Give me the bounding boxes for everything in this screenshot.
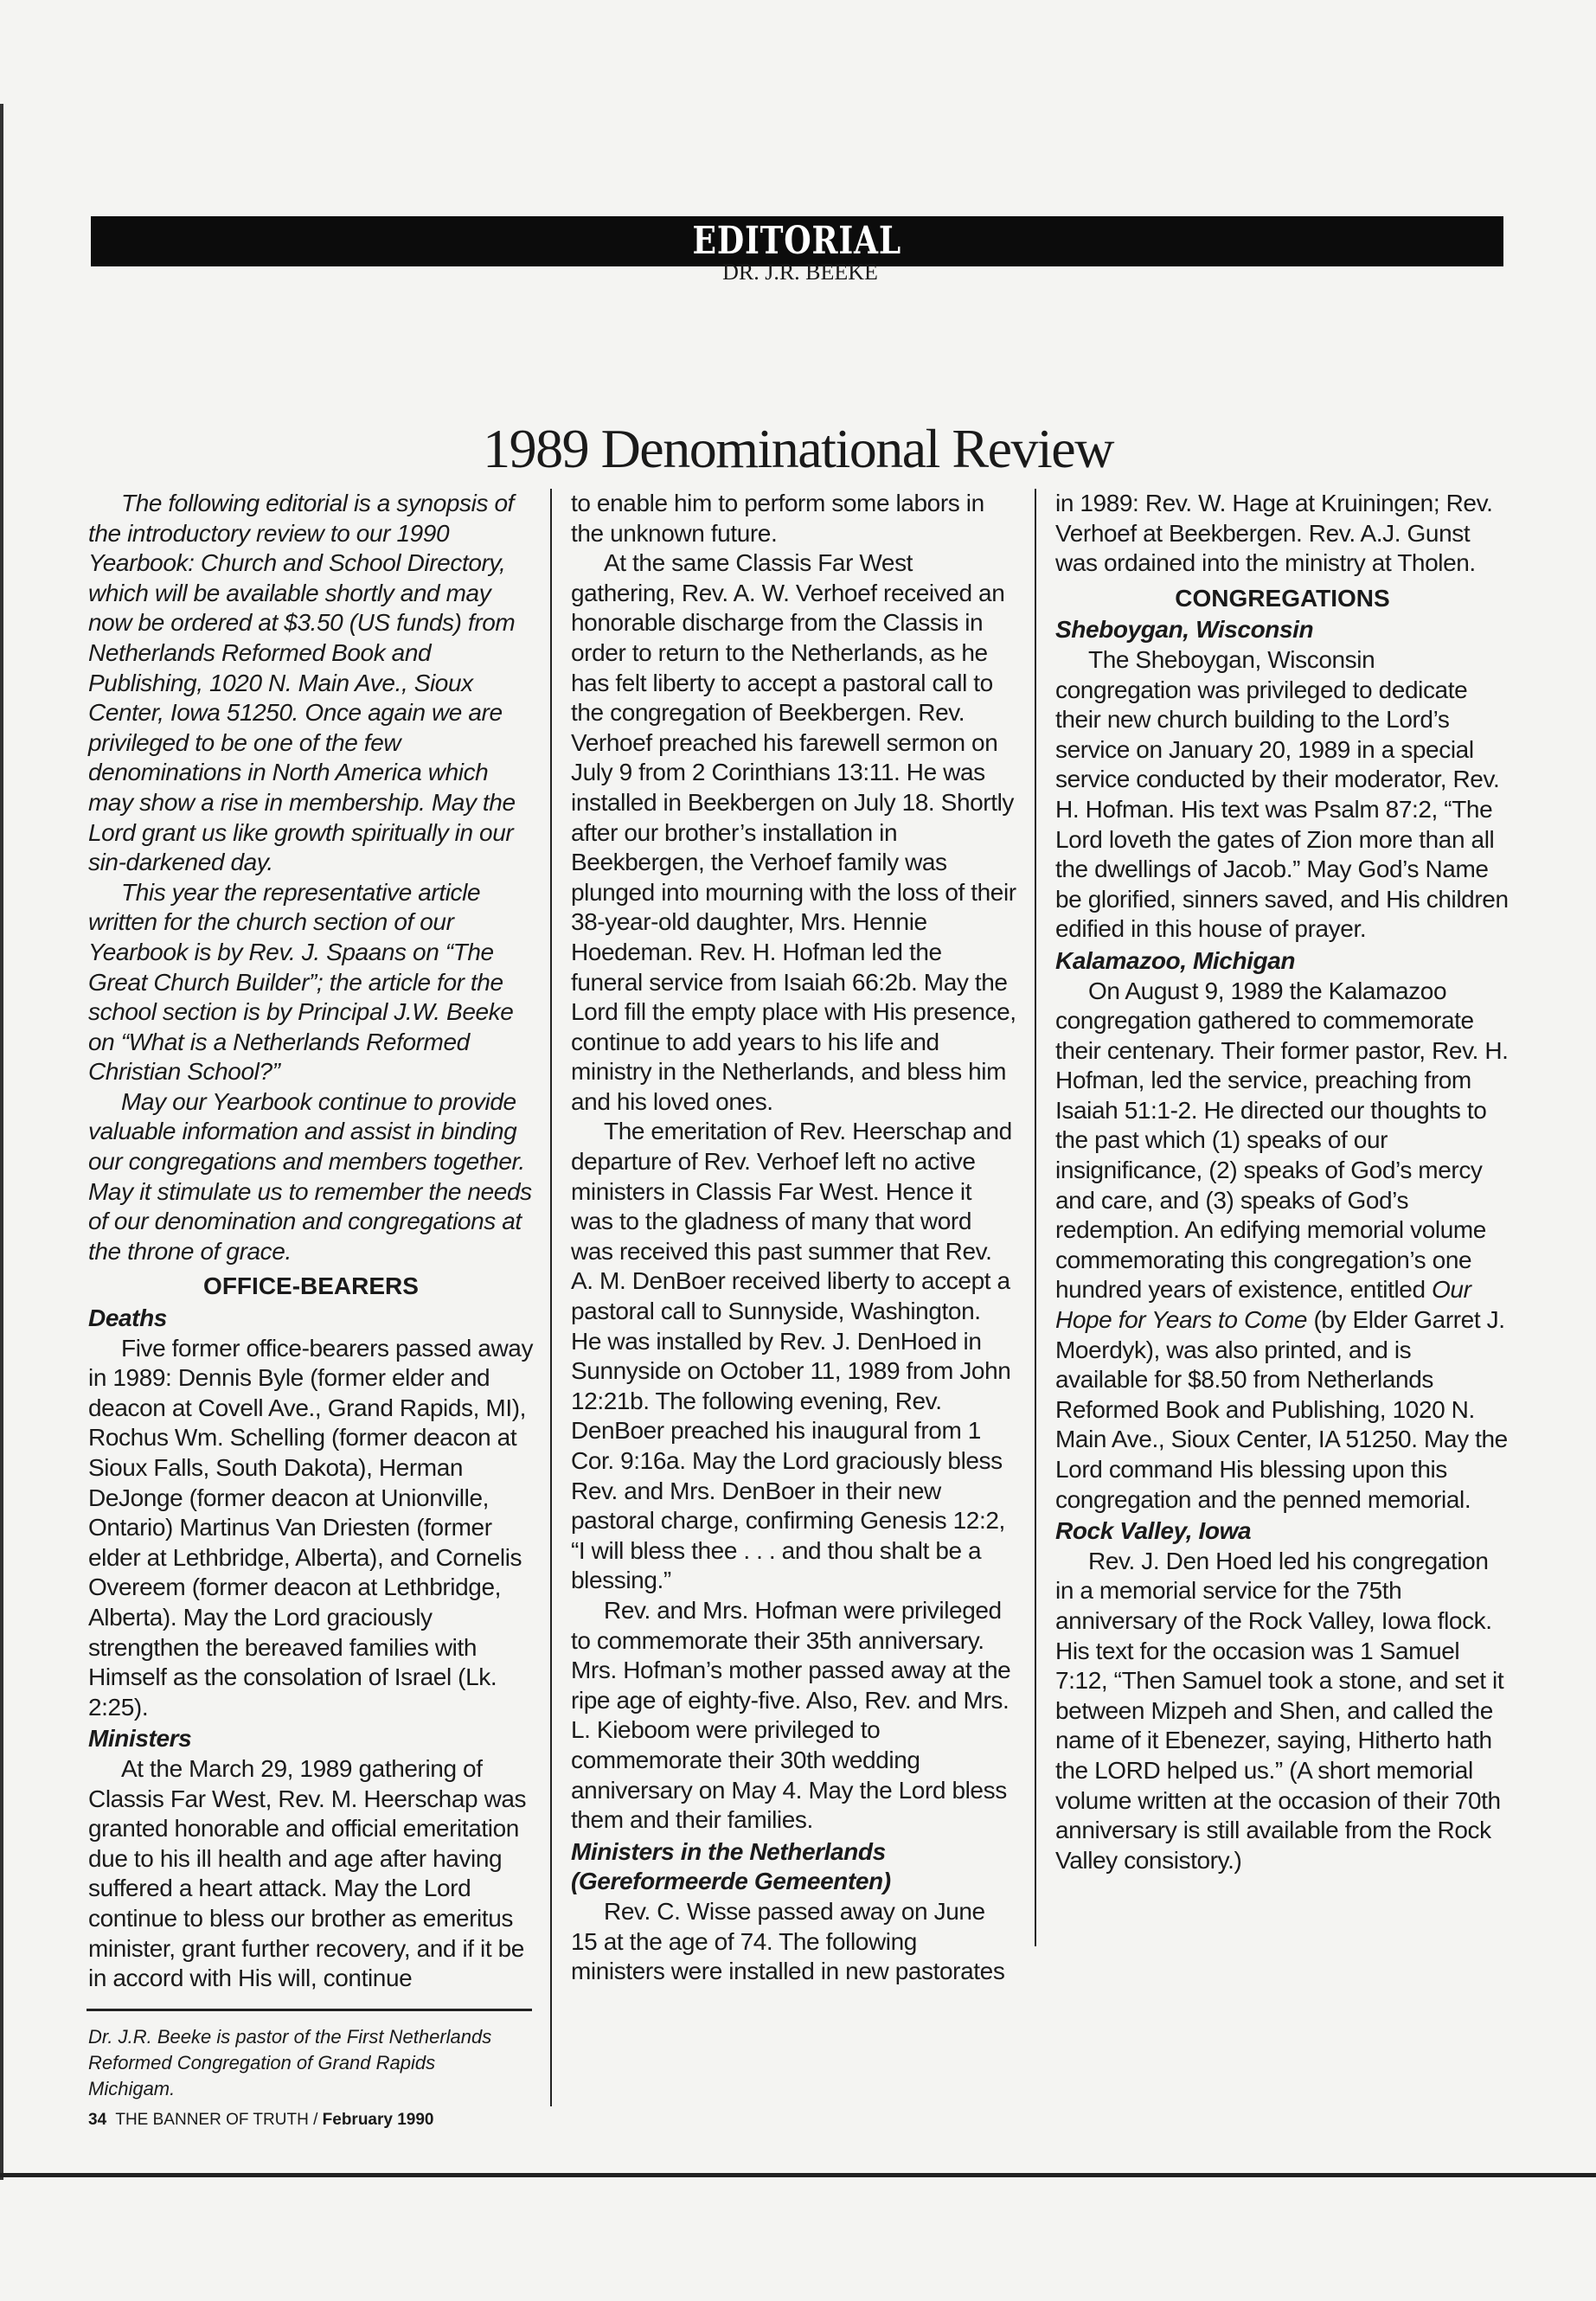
paragraph: At the same Classis Far West gathering, Rev. A. W. Verhoef received an honorable discharge from the Classis in order to return to the Netherlands, as he has felt liberty to accept a pastoral call to the congregation of Beekbergen. Rev. Verhoef preached his farewell sermon on July 9 from 2 Corinthians 13:11. He was installed in Beekbergen on July 18. Shortly after our brother’s installation in Beekbergen, the Verhoef family was plunged into mourning with the loss of their 38-year-old daughter, Mrs. Hennie Hoedeman. Rev. H. Hofman led the funeral service from Isaiah 66:2b. May the Lord fill the empty place with His presence, continue to add years to his life and ministry in the Netherlands, and bless him and his loved ones.: [571, 549, 1016, 1115]
subheading: Deaths: [88, 1304, 167, 1332]
subheading: Ministers in the Netherlands (Gereformeerde Gemeenten): [571, 1837, 891, 1895]
book-title: Our Hope for Years to Come: [1055, 1276, 1471, 1334]
paragraph: Rev. and Mrs. Hofman were privileged to commemorate their 35th anniversary. Mrs. Hofman’s mother passed away at the ripe age of eighty-five. Also, Rev. and Mrs. L. Kieboom were privileged to commemorate their 30th wedding anniversary on May 4. May the Lord bless them and their families.: [571, 1596, 1011, 1834]
intro-paragraph: This year the representative article written for the church section of our Yearbook is by Rev. J. Spaans on “The Great Church Builder”; the article for the school section is by Principal J.W. Beeke on “What is a Netherlands Reformed Christian School?”: [88, 878, 514, 1086]
paragraph: Rev. J. Den Hoed led his congregation in a memorial service for the 75th anniversary of the Rock Valley, Iowa flock. His text for the occasion was 1 Samuel 7:12, “Then Samuel took a stone, and set it between Mizpeh and Shen, and called the name of it Ebenezer, saying, Hitherto hath the LORD helped us.” (A short memorial volume written at the occasion of their 70th anniversary is still available from the Rock Valley consistory.): [1055, 1547, 1504, 1874]
paragraph: to enable him to perform some labors in the unknown future.: [571, 490, 984, 547]
author-name: DR. J.R. BEEKE: [722, 260, 878, 285]
subheading: Sheboygan, Wisconsin: [1055, 616, 1314, 644]
paragraph: Five former office-bearers passed away in 1989: Dennis Byle (former elder and deacon at Covell Ave., Grand Rapids, MI), Rochus Wm. Schelling (former deacon at Sioux Falls, South Dakota), Herman DeJonge (former deacon at Unionville, Ontario) Martinus Van Driesten (former elder at Lethbridge, Alberta), and Cornelis Overeem (former deacon at Lethbridge, Alberta). May the Lord graciously strengthen the bereaved families with Himself as the consolation of Israel (Lk. 2:25).: [88, 1334, 534, 1721]
column-divider: [550, 489, 552, 2106]
column-1: [88, 489, 534, 1994]
paragraph: The Sheboygan, Wisconsin congregation was privileged to dedicate their new church building to the Lord’s service on January 20, 1989 in a special service conducted by their moderator, Rev. H. Hofman. His text was Psalm 87:2, “The Lord loveth the gates of Zion more than all the dwellings of Jacob.” May God’s Name be glorified, sinners saved, and His children edified in this house of prayer.: [1055, 645, 1509, 943]
article-title: 1989 Denominational Review: [483, 418, 1113, 479]
paragraph: in 1989: Rev. W. Hage at Kruiningen; Rev. Verhoef at Beekbergen. Rev. A.J. Gunst was ordained into the ministry at Tholen.: [1055, 490, 1493, 577]
author-footnote: Dr. J.R. Beeke is pastor of the First Netherlands Reformed Congregation of Grand Rapids Michigam.: [88, 2026, 492, 2099]
column-3: [1055, 489, 1509, 1875]
subheading: Kalamazoo, Michigan: [1055, 946, 1296, 974]
footnote-rule: [87, 2009, 532, 2011]
paragraph: Rev. C. Wisse passed away on June 15 at the age of 74. The following ministers were installed in new pastorates: [571, 1897, 1005, 1985]
paragraph: At the March 29, 1989 gathering of Classis Far West, Rev. M. Heerschap was granted honorable and official emeritation due to his ill health and age after having suffered a heart attack. May the Lord continue to bless our brother as emeritus minister, grant further recovery, and if it be in accord with His will, continue: [88, 1754, 527, 1992]
subheading: Ministers: [88, 1725, 192, 1753]
column-2: [571, 489, 1016, 1987]
scan-bottom-edge: [0, 2173, 1596, 2177]
page-footer: [88, 2111, 434, 2130]
issue-date: February 1990: [322, 2111, 434, 2129]
subheading: Rock Valley, Iowa: [1055, 1517, 1252, 1545]
intro-paragraph: The following editorial is a synopsis of the introductory review to our 1990 Yearbook: Church and School Directory, which will be available shortly and may now be ordered at $3.50 (US funds) from Netherlands Reformed Book and Publishing, 1020 N. Main Ave., Sioux Center, Iowa 51250. Once again we are privileged to be one of the few denominations in North America which may show a rise in membership. May the Lord grant us like growth spiritually in our sin-darkened day.: [88, 490, 516, 876]
scan-edge: [0, 104, 3, 2180]
column-divider: [1035, 489, 1036, 1946]
page-number: 34: [88, 2111, 107, 2129]
byline: [0, 260, 1596, 285]
section-label: EDITORIAL: [692, 219, 902, 263]
text-run: On August 9, 1989 the Kalamazoo congregation gathered to commemorate their centenary. Their former pastor, Rev. H. Hofman, led the service, preaching from Isaiah 51:1-2. He directed our thoughts to the past which (1) speaks of our insignificance, (2) speaks of God’s mercy and care, and (3) speaks of God’s redemption. An edifying memorial volume commemorating this congregation’s one hundred years of existence, entitled: [1055, 977, 1509, 1304]
intro-paragraph: May our Yearbook continue to provide valuable information and assist in binding our congregations and members together. May it stimulate us to remember the needs of our denomination and congregations at the throne of grace.: [88, 1087, 532, 1265]
text-run: (by Elder Garret J. Moerdyk), was also printed, and is available for $8.50 from Netherlands Reformed Book and Publishing, 1020 N. Main Ave., Sioux Center, IA 51250. May the Lord command His blessing upon this congregation and the penned memorial.: [1055, 1306, 1508, 1513]
section-heading: CONGREGATIONS: [1175, 584, 1390, 612]
section-heading: OFFICE-BEARERS: [203, 1272, 419, 1300]
paragraph: The emeritation of Rev. Heerschap and departure of Rev. Verhoef left no active ministers in Classis Far West. Hence it was to the gladness of many that word was received this past summer that Rev. A. M. DenBoer received liberty to accept a pastoral call to Sunnyside, Washington. He was installed by Rev. J. DenHoed in Sunnyside on October 11, 1989 from John 12:21b. The following evening, Rev. DenBoer preached his inaugural from 1 Cor. 9:16a. May the Lord graciously bless Rev. and Mrs. DenBoer in their new pastoral charge, confirming Genesis 12:2, “I will bless thee . . . and thou shalt be a blessing.”: [571, 1118, 1012, 1594]
paragraph: [1055, 977, 1509, 1516]
publication-name: THE BANNER OF TRUTH /: [115, 2111, 318, 2129]
